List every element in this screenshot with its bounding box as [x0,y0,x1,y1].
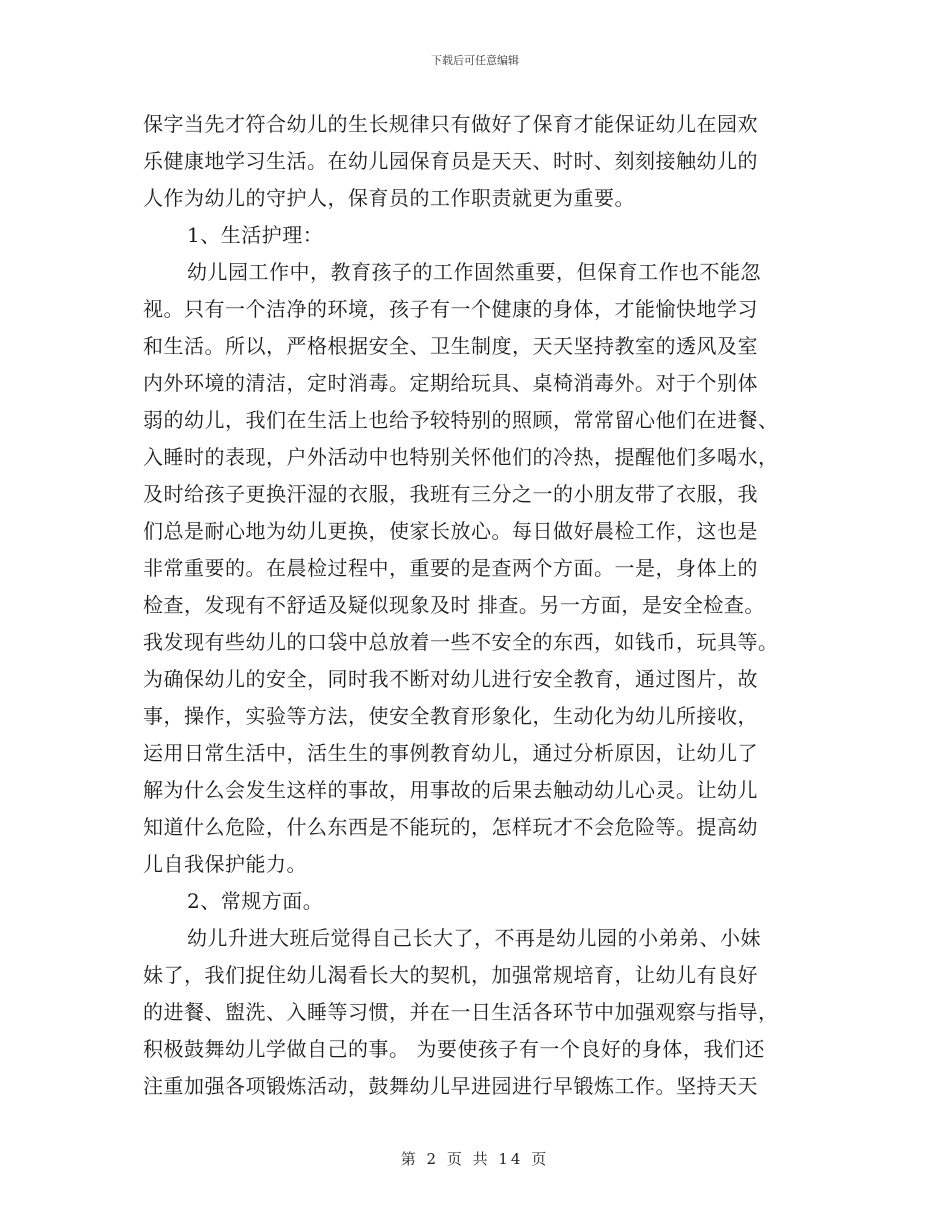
text-line: 注重加强各项锻炼活动，鼓舞幼儿早进园进行早锻炼工作。坚持天天 [143,1074,758,1098]
text-line: 乐健康地学习生活。在幼儿园保育员是天天、时时、刻刻接触幼儿的 [143,149,758,173]
text-line: 视。只有一个洁净的环境，孩子有一个健康的身体，才能愉快地学习 [143,297,758,321]
text-line: 运用日常生活中，活生生的事例教育幼儿，通过分析原因，让幼儿了 [143,741,758,765]
page-header-note: 下载后可任意编辑 [431,54,519,67]
text-line: 为确保幼儿的安全，同时我不断对幼儿进行安全教育，通过图片，故 [143,667,758,691]
text-line: 的进餐、盥洗、入睡等习惯，并在一日生活各环节中加强观察与指导， [143,1000,779,1024]
text-line: 幼儿园工作中，教育孩子的工作固然重要，但保育工作也不能忽 [187,260,761,284]
text-line: 幼儿升进大班后觉得自己长大了，不再是幼儿园的小弟弟、小妹 [187,926,761,950]
text-line: 内外环境的清洁，定时消毒。定期给玩具、桌椅消毒外。对于个别体 [143,371,758,395]
text-line: 检查，发现有不舒适及疑似现象及时 排查。另一方面，是安全检查。 [143,593,765,617]
page-number: 第 2 页 共 14 页 [400,1150,550,1168]
text-line: 们总是耐心地为幼儿更换，使家长放心。每日做好晨检工作，这也是 [143,519,758,543]
text-line: 入睡时的表现，户外活动中也特别关怀他们的冷热，提醒他们多喝水， [143,445,779,469]
text-line: 妹了，我们捉住幼儿渴看长大的契机，加强常规培育，让幼儿有良好 [143,963,758,987]
text-line: 2、常规方面。 [187,889,324,913]
text-line: 儿自我保护能力。 [143,852,307,876]
text-line: 解为什么会发生这样的事故，用事故的后果去触动幼儿心灵。让幼儿 [143,778,758,802]
text-line: 及时给孩子更换汗湿的衣服，我班有三分之一的小朋友带了衣服，我 [143,482,758,506]
text-line: 和生活。所以，严格根据安全、卫生制度，天天坚持教室的透风及室 [143,334,758,358]
text-line: 积极鼓舞幼儿学做自己的事。 为要使孩子有一个良好的身体，我们还 [143,1037,765,1061]
text-line: 我发现有些幼儿的口袋中总放着一些不安全的东西，如钱币，玩具等。 [143,630,779,654]
document-body [143,106,813,1105]
text-line: 非常重要的。在晨检过程中，重要的是查两个方面。一是，身体上的 [143,556,758,580]
text-line: 人作为幼儿的守护人，保育员的工作职责就更为重要。 [143,186,635,210]
text-line: 1、生活护理： [187,223,324,247]
text-line: 保字当先才符合幼儿的生长规律只有做好了保育才能保证幼儿在园欢 [143,112,758,136]
text-line: 知道什么危险，什么东西是不能玩的，怎样玩才不会危险等。提高幼 [143,815,758,839]
text-line: 事，操作，实验等方法，使安全教育形象化，生动化为幼儿所接收， [143,704,758,728]
text-line: 弱的幼儿，我们在生活上也给予较特别的照顾，常常留心他们在进餐、 [143,408,779,432]
